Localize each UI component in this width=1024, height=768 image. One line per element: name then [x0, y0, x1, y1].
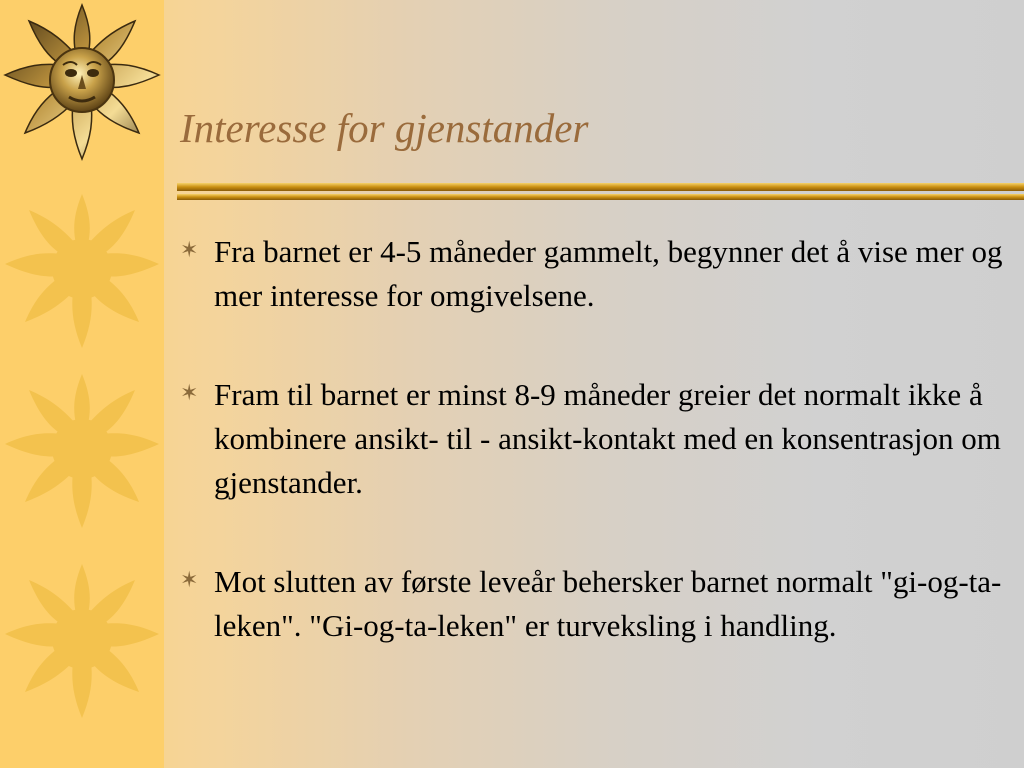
title-divider — [177, 181, 1024, 205]
sun-face-icon — [3, 3, 161, 161]
bullet-text: Fram til barnet er minst 8-9 måneder greier det normalt ikke å kombinere ansikt- til - ansikt-kontakt med en konsentrasjon om gjenstander. — [214, 377, 1001, 500]
star-bullet-icon: ✶ — [180, 380, 199, 405]
sun-icon — [3, 372, 161, 530]
sun-icon — [3, 192, 161, 350]
sidebar — [0, 0, 164, 768]
bullet-list — [180, 230, 1010, 703]
star-bullet-icon: ✶ — [180, 567, 199, 592]
slide-title: Interesse for gjenstander — [180, 105, 589, 151]
sun-icon — [3, 562, 161, 720]
bullet-text: Mot slutten av første leveår behersker barnet normalt "gi-og-ta-leken". "Gi-og-ta-leken" er turveksling i handling. — [214, 564, 1002, 643]
bullet-item — [180, 560, 1010, 648]
star-bullet-icon: ✶ — [180, 237, 199, 262]
bullet-text: Fra barnet er 4-5 måneder gammelt, begynner det å vise mer og mer interesse for omgivelsene. — [214, 234, 1003, 313]
bullet-item — [180, 230, 1010, 318]
bullet-item — [180, 373, 1010, 505]
